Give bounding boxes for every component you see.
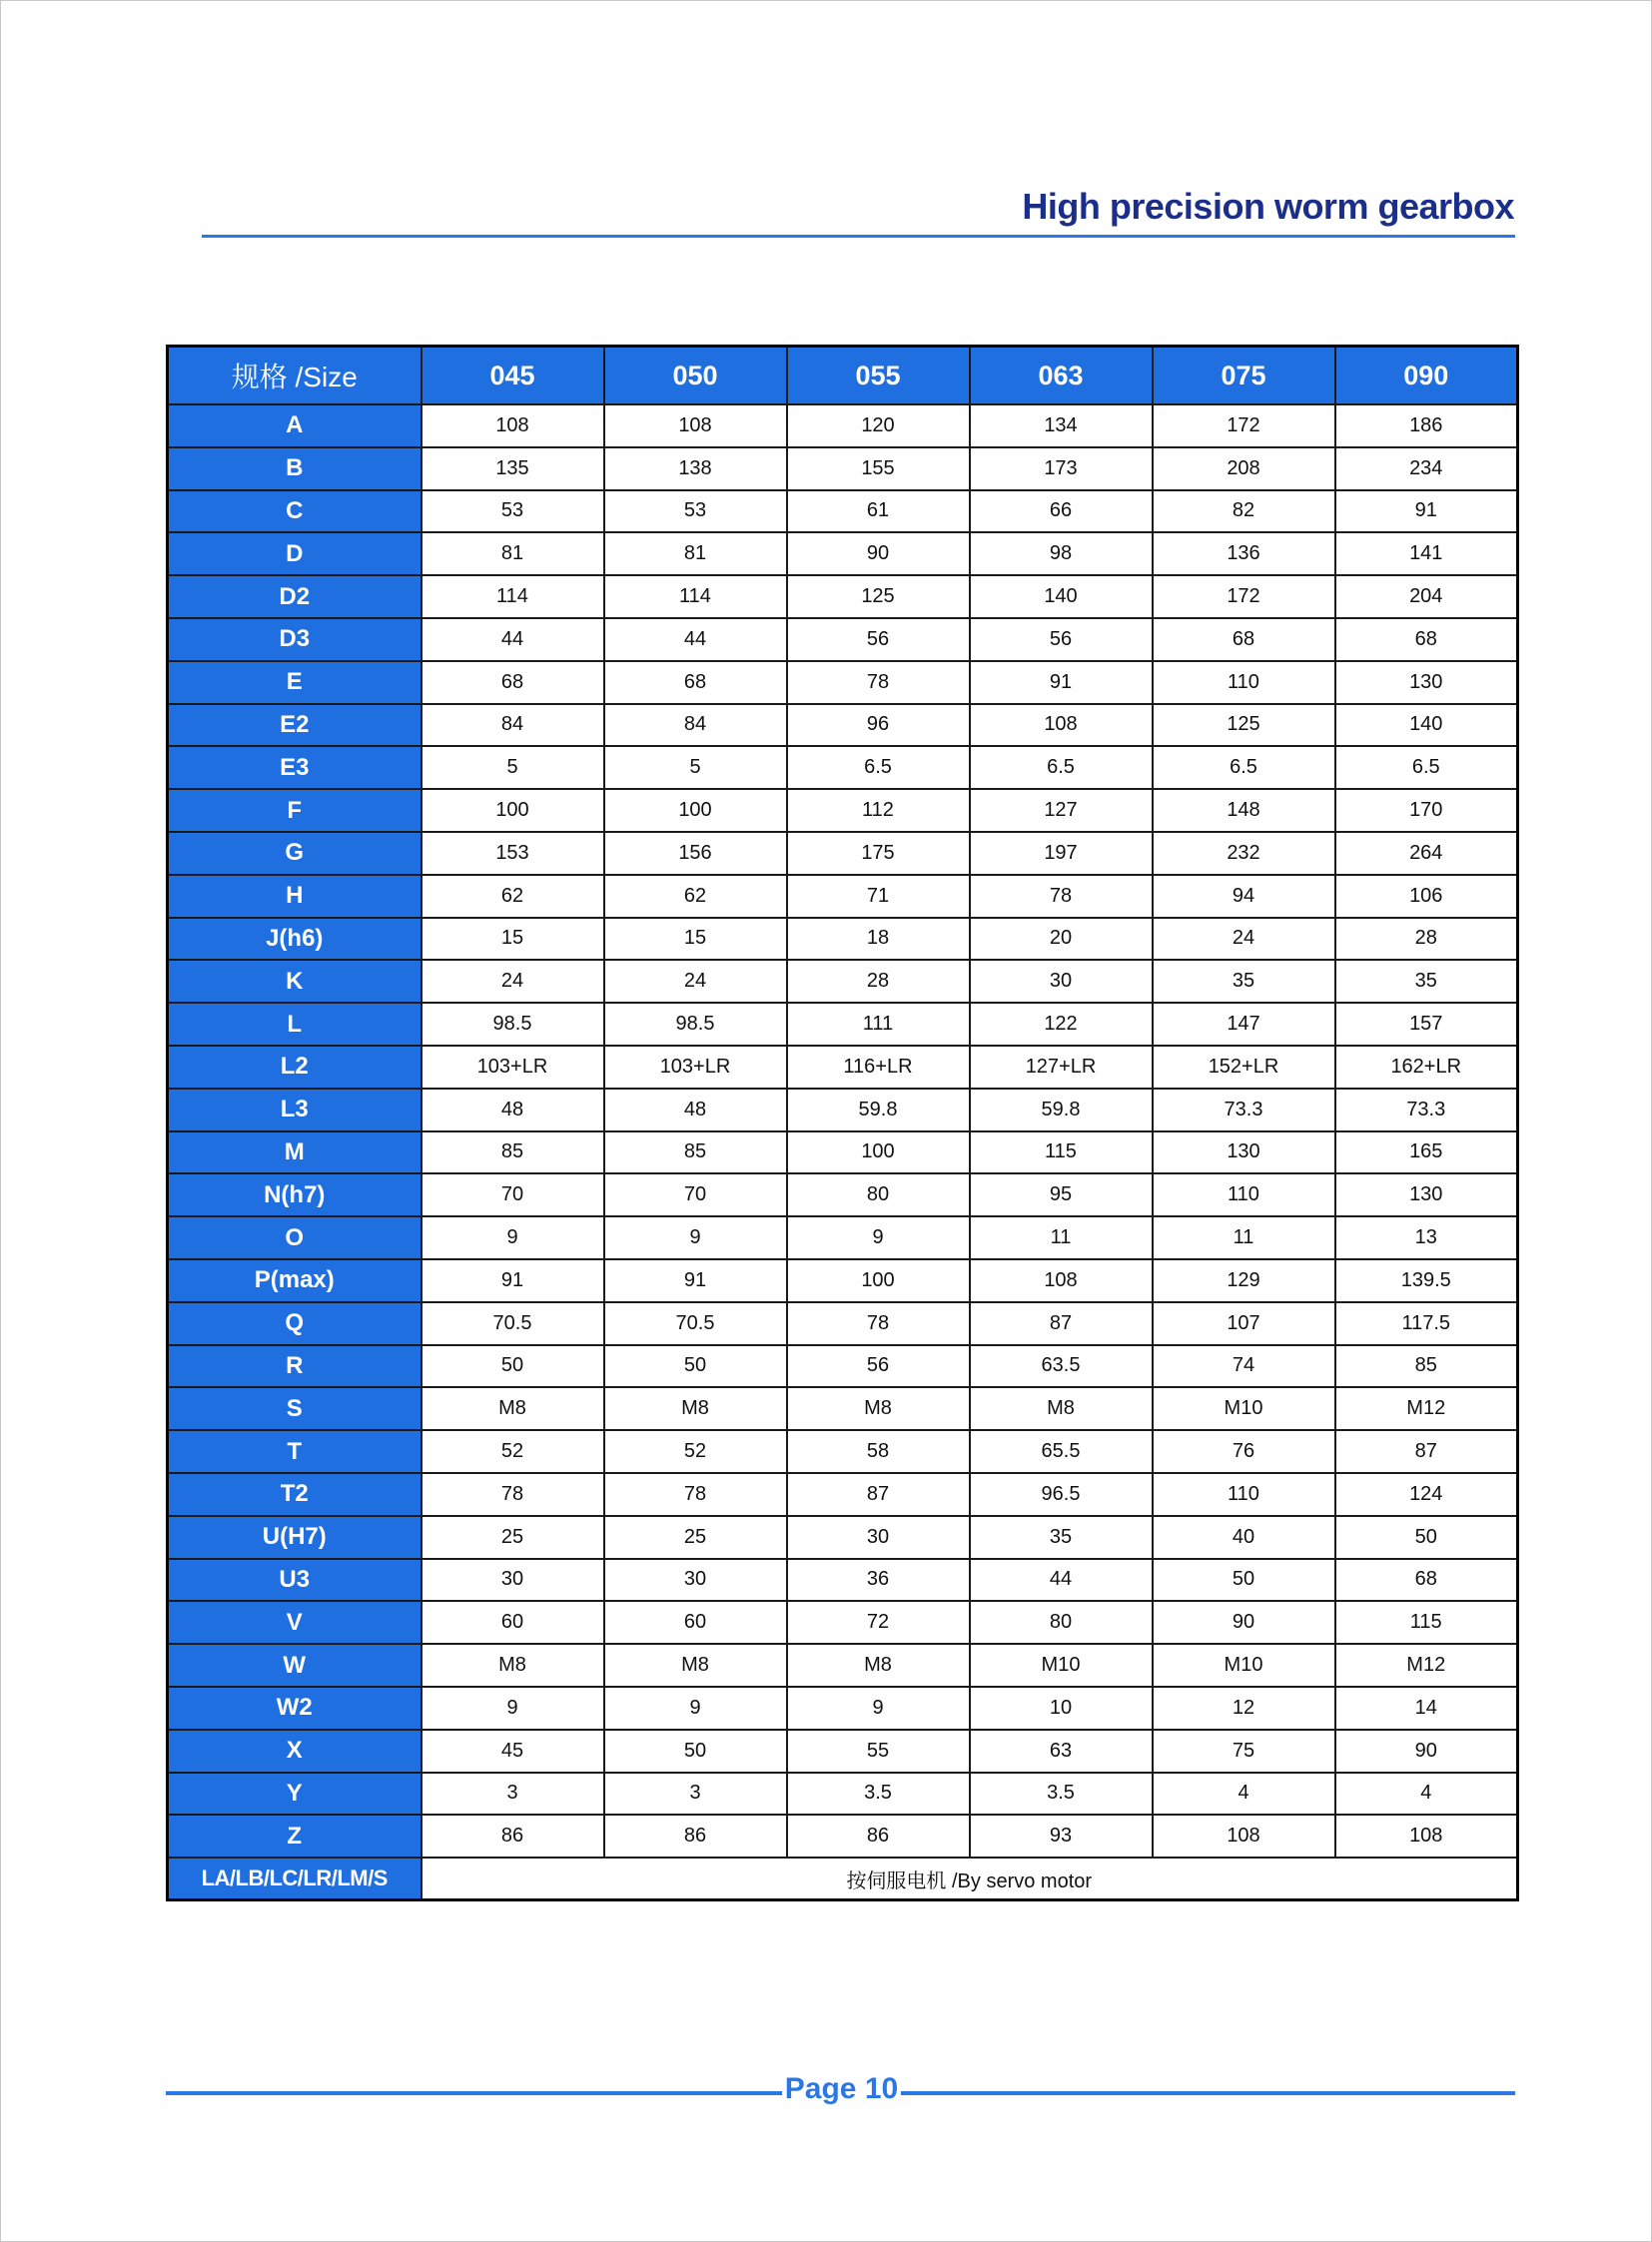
table-cell: 81 <box>604 532 787 575</box>
table-row <box>168 1003 1518 1046</box>
table-cell: 204 <box>1335 575 1518 618</box>
table-row <box>168 789 1518 832</box>
column-header: 045 <box>421 347 604 405</box>
dimension-table <box>166 345 1519 1901</box>
table-cell: 6.5 <box>1153 746 1335 789</box>
table-cell: 28 <box>1335 918 1518 961</box>
table-cell: 80 <box>787 1173 970 1216</box>
table-cell: 162+LR <box>1335 1046 1518 1089</box>
table-cell: 50 <box>604 1345 787 1388</box>
table-header-row <box>168 347 1518 405</box>
table-cell: 91 <box>1335 490 1518 533</box>
row-label: J(h6) <box>168 918 421 961</box>
table-cell: 87 <box>787 1473 970 1516</box>
row-label: T2 <box>168 1473 421 1516</box>
table-cell: 139.5 <box>1335 1259 1518 1302</box>
table-cell: 90 <box>787 532 970 575</box>
table-row <box>168 1601 1518 1644</box>
table-cell: 63.5 <box>970 1345 1153 1388</box>
table-row <box>168 1644 1518 1687</box>
table-row <box>168 661 1518 704</box>
table-cell: 78 <box>604 1473 787 1516</box>
row-label: L3 <box>168 1089 421 1131</box>
table-cell: 111 <box>787 1003 970 1046</box>
row-label: D3 <box>168 618 421 661</box>
table-row <box>168 1387 1518 1430</box>
table-cell: 130 <box>1335 661 1518 704</box>
table-cell: 130 <box>1335 1173 1518 1216</box>
table-cell: M8 <box>787 1387 970 1430</box>
table-cell: 50 <box>1153 1559 1335 1602</box>
table-cell: 9 <box>787 1216 970 1259</box>
row-label: W <box>168 1644 421 1687</box>
table-cell: 60 <box>421 1601 604 1644</box>
table-cell: 6.5 <box>1335 746 1518 789</box>
row-label: S <box>168 1387 421 1430</box>
table-row <box>168 1046 1518 1089</box>
table-row <box>168 447 1518 490</box>
table-row <box>168 618 1518 661</box>
table-cell: 45 <box>421 1730 604 1773</box>
table-cell: 94 <box>1153 875 1335 918</box>
table-cell: 90 <box>1153 1601 1335 1644</box>
table-cell: 18 <box>787 918 970 961</box>
table-cell: 11 <box>970 1216 1153 1259</box>
table-cell: 80 <box>970 1601 1153 1644</box>
column-header: 075 <box>1153 347 1335 405</box>
table-cell: M8 <box>421 1387 604 1430</box>
row-label: R <box>168 1345 421 1388</box>
table-cell: 124 <box>1335 1473 1518 1516</box>
table-row <box>168 1089 1518 1131</box>
table-cell: 24 <box>604 960 787 1003</box>
table-cell: 11 <box>1153 1216 1335 1259</box>
table-cell: 110 <box>1153 1173 1335 1216</box>
row-label: A <box>168 404 421 447</box>
table-cell: 58 <box>787 1430 970 1473</box>
table-row <box>168 532 1518 575</box>
table-cell: 53 <box>604 490 787 533</box>
table-cell: 70 <box>604 1173 787 1216</box>
table-cell: 81 <box>421 532 604 575</box>
table-row <box>168 1173 1518 1216</box>
table-cell: 30 <box>421 1559 604 1602</box>
table-cell: 65.5 <box>970 1430 1153 1473</box>
page-number: Page 10 <box>784 2072 899 2105</box>
table-cell: 15 <box>421 918 604 961</box>
table-cell: 108 <box>970 704 1153 747</box>
table-row <box>168 1730 1518 1773</box>
table-cell: 50 <box>1335 1516 1518 1559</box>
row-label: Z <box>168 1815 421 1858</box>
table-cell: 50 <box>421 1345 604 1388</box>
column-header: 063 <box>970 347 1153 405</box>
table-cell: 44 <box>970 1559 1153 1602</box>
row-label: E3 <box>168 746 421 789</box>
table-cell: 78 <box>970 875 1153 918</box>
column-header: 055 <box>787 347 970 405</box>
table-cell: 14 <box>1335 1687 1518 1730</box>
table-cell: 13 <box>1335 1216 1518 1259</box>
table-cell: 148 <box>1153 789 1335 832</box>
table-cell: 90 <box>1335 1730 1518 1773</box>
row-label: T <box>168 1430 421 1473</box>
table-row <box>168 918 1518 961</box>
table-cell: 56 <box>787 1345 970 1388</box>
table-header <box>168 347 1518 405</box>
table-row <box>168 575 1518 618</box>
table-cell: 264 <box>1335 832 1518 875</box>
table-cell: 44 <box>604 618 787 661</box>
table-cell: 25 <box>604 1516 787 1559</box>
table-cell: 70 <box>421 1173 604 1216</box>
table-cell: 157 <box>1335 1003 1518 1046</box>
table-row <box>168 1815 1518 1858</box>
page-header-title: High precision worm gearbox <box>1022 186 1514 227</box>
table-cell: 55 <box>787 1730 970 1773</box>
table-cell: 107 <box>1153 1302 1335 1345</box>
table-cell: 68 <box>1335 1559 1518 1602</box>
table-cell: 56 <box>970 618 1153 661</box>
table-cell: 68 <box>1153 618 1335 661</box>
footer-divider-left <box>166 2091 782 2095</box>
table-cell: 52 <box>421 1430 604 1473</box>
table-cell: 172 <box>1153 404 1335 447</box>
table-cell: 68 <box>1335 618 1518 661</box>
table-cell: 175 <box>787 832 970 875</box>
table-cell: 6.5 <box>970 746 1153 789</box>
table-cell: 129 <box>1153 1259 1335 1302</box>
table-cell: 59.8 <box>970 1089 1153 1131</box>
table-cell: 53 <box>421 490 604 533</box>
table-cell: 86 <box>787 1815 970 1858</box>
table-cell: 140 <box>1335 704 1518 747</box>
table-cell: 76 <box>1153 1430 1335 1473</box>
table-cell: 30 <box>787 1516 970 1559</box>
row-label: U(H7) <box>168 1516 421 1559</box>
row-label: K <box>168 960 421 1003</box>
row-label: W2 <box>168 1687 421 1730</box>
table-cell: 173 <box>970 447 1153 490</box>
table-cell: 135 <box>421 447 604 490</box>
table-cell: M8 <box>604 1387 787 1430</box>
table-cell: 87 <box>970 1302 1153 1345</box>
table-cell: 165 <box>1335 1131 1518 1174</box>
table-cell: 140 <box>970 575 1153 618</box>
table-cell: 186 <box>1335 404 1518 447</box>
table-cell: 5 <box>604 746 787 789</box>
table-cell: 3.5 <box>787 1773 970 1816</box>
table-cell: 56 <box>787 618 970 661</box>
table-cell: 36 <box>787 1559 970 1602</box>
table-cell: 127 <box>970 789 1153 832</box>
table-cell: 130 <box>1153 1131 1335 1174</box>
table-cell: M8 <box>604 1644 787 1687</box>
row-label: L2 <box>168 1046 421 1089</box>
table-cell: 112 <box>787 789 970 832</box>
table-row <box>168 1430 1518 1473</box>
table-cell: 25 <box>421 1516 604 1559</box>
table-cell: 87 <box>1335 1430 1518 1473</box>
table-cell: 24 <box>1153 918 1335 961</box>
table-cell: 86 <box>421 1815 604 1858</box>
table-cell: 114 <box>421 575 604 618</box>
table-cell: 82 <box>1153 490 1335 533</box>
row-label: D2 <box>168 575 421 618</box>
table-cell: 110 <box>1153 661 1335 704</box>
table-cell: 63 <box>970 1730 1153 1773</box>
table-cell: 98.5 <box>421 1003 604 1046</box>
table-cell: 116+LR <box>787 1046 970 1089</box>
table-row <box>168 1216 1518 1259</box>
table-row <box>168 875 1518 918</box>
table-cell: 141 <box>1335 532 1518 575</box>
table-cell: 170 <box>1335 789 1518 832</box>
table-cell: 70.5 <box>604 1302 787 1345</box>
table-cell: 98 <box>970 532 1153 575</box>
table-row <box>168 1773 1518 1816</box>
footer-divider-right <box>901 2091 1515 2095</box>
table-cell: M10 <box>970 1644 1153 1687</box>
table-cell: 10 <box>970 1687 1153 1730</box>
table-cell: 35 <box>1153 960 1335 1003</box>
table-cell: 108 <box>1153 1815 1335 1858</box>
table-cell: 96 <box>787 704 970 747</box>
row-label: D <box>168 532 421 575</box>
table-cell: 85 <box>1335 1345 1518 1388</box>
column-header: 090 <box>1335 347 1518 405</box>
table-cell: 12 <box>1153 1687 1335 1730</box>
table-row <box>168 1559 1518 1602</box>
row-label: H <box>168 875 421 918</box>
table-cell: 70.5 <box>421 1302 604 1345</box>
table-cell: 172 <box>1153 575 1335 618</box>
table-cell: 125 <box>787 575 970 618</box>
table-cell: 91 <box>604 1259 787 1302</box>
table-row <box>168 404 1518 447</box>
table-cell: 108 <box>421 404 604 447</box>
table-cell: 75 <box>1153 1730 1335 1773</box>
table-cell: 147 <box>1153 1003 1335 1046</box>
size-column-header: 规格 /Size <box>168 347 421 405</box>
row-label: L <box>168 1003 421 1046</box>
table-cell: 96.5 <box>970 1473 1153 1516</box>
table-cell: 197 <box>970 832 1153 875</box>
table-cell: 86 <box>604 1815 787 1858</box>
table-cell: 100 <box>421 789 604 832</box>
table-cell: 232 <box>1153 832 1335 875</box>
footer-row-value: 按伺服电机 /By servo motor <box>421 1858 1518 1900</box>
table-cell: 136 <box>1153 532 1335 575</box>
table-cell: 48 <box>604 1089 787 1131</box>
table-row <box>168 1516 1518 1559</box>
table-cell: 155 <box>787 447 970 490</box>
table-cell: 9 <box>421 1687 604 1730</box>
table-row <box>168 960 1518 1003</box>
table-body <box>168 404 1518 1900</box>
table-row <box>168 1259 1518 1302</box>
table-cell: M12 <box>1335 1644 1518 1687</box>
table-cell: 100 <box>787 1259 970 1302</box>
table-cell: 24 <box>421 960 604 1003</box>
table-cell: 106 <box>1335 875 1518 918</box>
table-cell: 40 <box>1153 1516 1335 1559</box>
table-cell: 59.8 <box>787 1089 970 1131</box>
table-cell: 50 <box>604 1730 787 1773</box>
table-cell: 98.5 <box>604 1003 787 1046</box>
table-row <box>168 1131 1518 1174</box>
table-cell: 122 <box>970 1003 1153 1046</box>
table-cell: 234 <box>1335 447 1518 490</box>
table-cell: 9 <box>787 1687 970 1730</box>
table-cell: 108 <box>970 1259 1153 1302</box>
table-cell: 114 <box>604 575 787 618</box>
table-cell: 68 <box>421 661 604 704</box>
row-label: G <box>168 832 421 875</box>
row-label: V <box>168 1601 421 1644</box>
table-cell: 30 <box>604 1559 787 1602</box>
table-cell: 91 <box>970 661 1153 704</box>
table-cell: 74 <box>1153 1345 1335 1388</box>
table-cell: 95 <box>970 1173 1153 1216</box>
table-cell: 61 <box>787 490 970 533</box>
row-label: C <box>168 490 421 533</box>
table-row <box>168 704 1518 747</box>
row-label: X <box>168 1730 421 1773</box>
table-cell: 100 <box>787 1131 970 1174</box>
table-footer-row <box>168 1858 1518 1900</box>
table-cell: 84 <box>604 704 787 747</box>
table-cell: 66 <box>970 490 1153 533</box>
table-cell: 110 <box>1153 1473 1335 1516</box>
row-label: Y <box>168 1773 421 1816</box>
table-cell: M8 <box>421 1644 604 1687</box>
table-cell: 68 <box>604 661 787 704</box>
table-cell: 208 <box>1153 447 1335 490</box>
row-label: E2 <box>168 704 421 747</box>
table-cell: 125 <box>1153 704 1335 747</box>
table-cell: 73.3 <box>1335 1089 1518 1131</box>
table-cell: 15 <box>604 918 787 961</box>
table-cell: 93 <box>970 1815 1153 1858</box>
table-row <box>168 746 1518 789</box>
table-cell: 48 <box>421 1089 604 1131</box>
row-label: U3 <box>168 1559 421 1602</box>
table-cell: 91 <box>421 1259 604 1302</box>
table-row <box>168 490 1518 533</box>
table-cell: M10 <box>1153 1644 1335 1687</box>
table-cell: 62 <box>604 875 787 918</box>
table-cell: 9 <box>421 1216 604 1259</box>
row-label: Q <box>168 1302 421 1345</box>
table-cell: 78 <box>787 661 970 704</box>
row-label: P(max) <box>168 1259 421 1302</box>
table-cell: 153 <box>421 832 604 875</box>
table-cell: 120 <box>787 404 970 447</box>
column-header: 050 <box>604 347 787 405</box>
table-cell: 6.5 <box>787 746 970 789</box>
table-cell: 4 <box>1335 1773 1518 1816</box>
table-cell: 85 <box>604 1131 787 1174</box>
table-cell: 103+LR <box>604 1046 787 1089</box>
table-cell: 35 <box>1335 960 1518 1003</box>
header-divider <box>202 235 1515 238</box>
table-cell: 156 <box>604 832 787 875</box>
table-cell: M10 <box>1153 1387 1335 1430</box>
table-cell: 5 <box>421 746 604 789</box>
table-cell: 73.3 <box>1153 1089 1335 1131</box>
table-cell: 78 <box>421 1473 604 1516</box>
table-cell: 117.5 <box>1335 1302 1518 1345</box>
table-cell: M8 <box>970 1387 1153 1430</box>
table-cell: 52 <box>604 1430 787 1473</box>
table-cell: 60 <box>604 1601 787 1644</box>
table-row <box>168 832 1518 875</box>
table-cell: 72 <box>787 1601 970 1644</box>
table-row <box>168 1302 1518 1345</box>
table-cell: 115 <box>1335 1601 1518 1644</box>
table-cell: 3 <box>604 1773 787 1816</box>
row-label: M <box>168 1131 421 1174</box>
table-cell: 20 <box>970 918 1153 961</box>
row-label: B <box>168 447 421 490</box>
table-cell: 28 <box>787 960 970 1003</box>
table-cell: 127+LR <box>970 1046 1153 1089</box>
table-cell: 138 <box>604 447 787 490</box>
table-cell: 134 <box>970 404 1153 447</box>
table-cell: 9 <box>604 1687 787 1730</box>
table-cell: 84 <box>421 704 604 747</box>
table-cell: 3.5 <box>970 1773 1153 1816</box>
table-cell: 4 <box>1153 1773 1335 1816</box>
table-cell: 115 <box>970 1131 1153 1174</box>
table-cell: 78 <box>787 1302 970 1345</box>
row-label: O <box>168 1216 421 1259</box>
table-cell: M8 <box>787 1644 970 1687</box>
table-row <box>168 1473 1518 1516</box>
footer-row-label: LA/LB/LC/LR/LM/S <box>168 1858 421 1900</box>
table-cell: M12 <box>1335 1387 1518 1430</box>
table-cell: 108 <box>604 404 787 447</box>
table-cell: 85 <box>421 1131 604 1174</box>
table-cell: 100 <box>604 789 787 832</box>
table-row <box>168 1687 1518 1730</box>
table-cell: 9 <box>604 1216 787 1259</box>
table-row <box>168 1345 1518 1388</box>
table-cell: 35 <box>970 1516 1153 1559</box>
row-label: F <box>168 789 421 832</box>
row-label: E <box>168 661 421 704</box>
table-cell: 44 <box>421 618 604 661</box>
table-cell: 152+LR <box>1153 1046 1335 1089</box>
table-cell: 62 <box>421 875 604 918</box>
row-label: N(h7) <box>168 1173 421 1216</box>
table-cell: 71 <box>787 875 970 918</box>
table-cell: 103+LR <box>421 1046 604 1089</box>
table-cell: 108 <box>1335 1815 1518 1858</box>
table-cell: 30 <box>970 960 1153 1003</box>
table-cell: 3 <box>421 1773 604 1816</box>
